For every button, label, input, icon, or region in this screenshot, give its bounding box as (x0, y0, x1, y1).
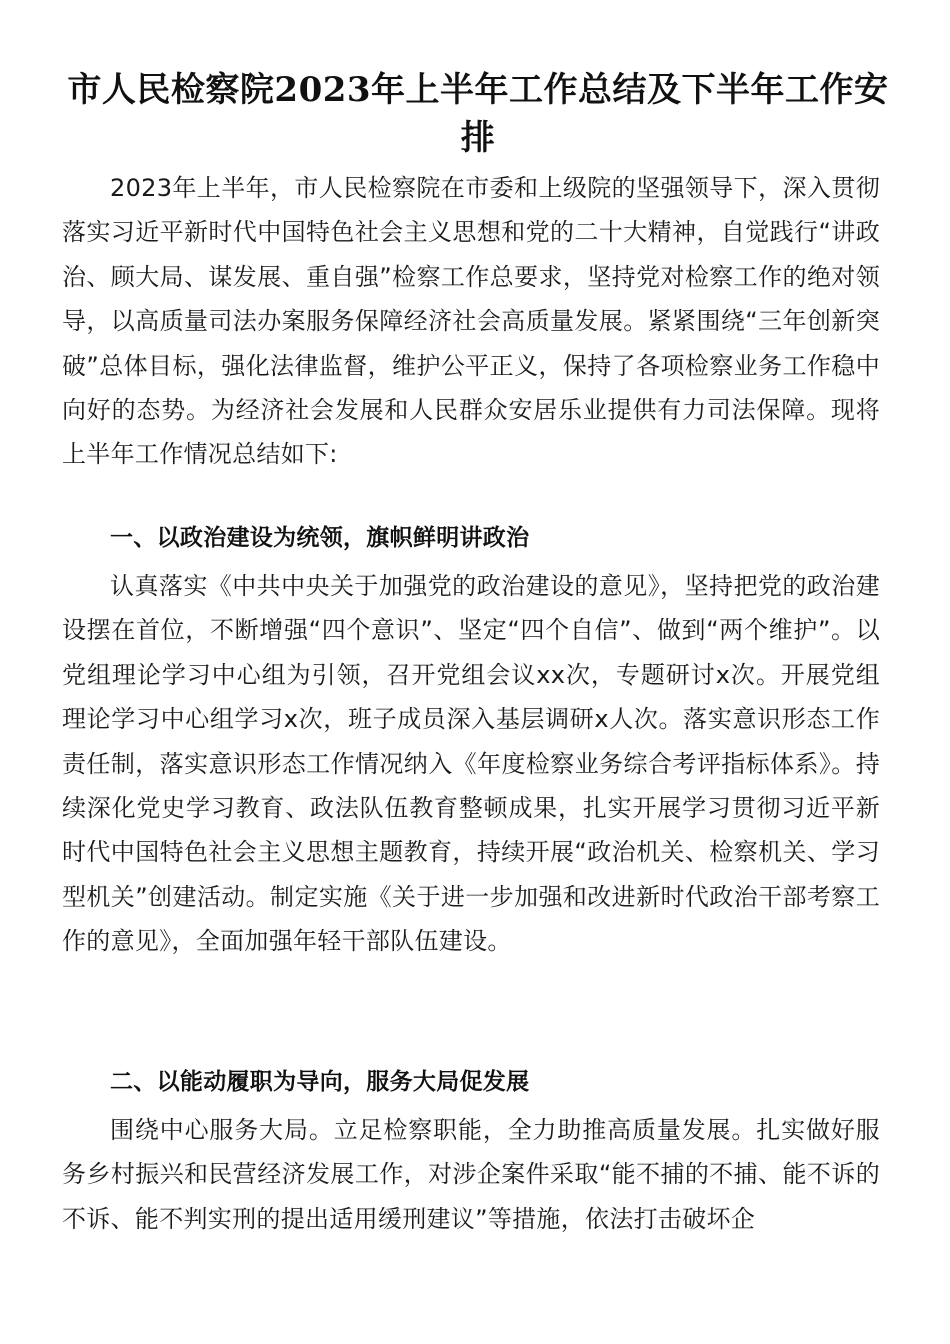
section-1-paragraph: 认真落实《中共中央关于加强党的政治建设的意见》，坚持把党的政治建设摆在首位，不断增强“四个意识”、坚定“四个自信”、做到“两个维护”。以党组理论学习中心组为引领，召开党组会议xx次，专题研讨x次。开展党组理论学习中心组学习x次，班子成员深入基层调研x人次。落实意识形态工作责任制，落实意识形态工作情况纳入《年度检察业务综合考评指标体系》。持续深化党史学习教育、政法队伍教育整顿成果，扎实开展学习贯彻习近平新时代中国特色社会主义思想主题教育，持续开展“政治机关、检察机关、学习型机关”创建活动。制定实施《关于进一步加强和改进新时代政治干部考察工作的意见》，全面加强年轻干部队伍建设。 (62, 572, 880, 956)
section-2-paragraph: 围绕中心服务大局。立足检察职能，全力助推高质量发展。扎实做好服务乡村振兴和民营经济发展工作，对涉企案件采取“能不捕的不捕、能不诉的不诉、能不判实刑的提出适用缓刑建议”等措施，依法打击破坏企 (62, 1116, 880, 1233)
section-2-heading: 二、以能动履职为导向，服务大局促发展 (110, 1069, 530, 1095)
intro-paragraph: 2023年上半年，市人民检察院在市委和上级院的坚强领导下，深入贯彻落实习近平新时代中国特色社会主义思想和党的二十大精神，自觉践行“讲政治、顾大局、谋发展、重自强”检察工作总要求，坚持党对检察工作的绝对领导，以高质量司法办案服务保障经济社会高质量发展。紧紧围绕“三年创新突破”总体目标，强化法律监督，维护公平正义，保持了各项检察业务工作稳中向好的态势。为经济社会发展和人民群众安居乐业提供有力司法保障。现将上半年工作情况总结如下: (62, 174, 880, 469)
section-1-heading: 一、以政治建设为统领，旗帜鲜明讲政治 (110, 525, 530, 551)
document-title: 市人民检察院2023年上半年工作总结及下半年工作安排 (67, 70, 889, 158)
